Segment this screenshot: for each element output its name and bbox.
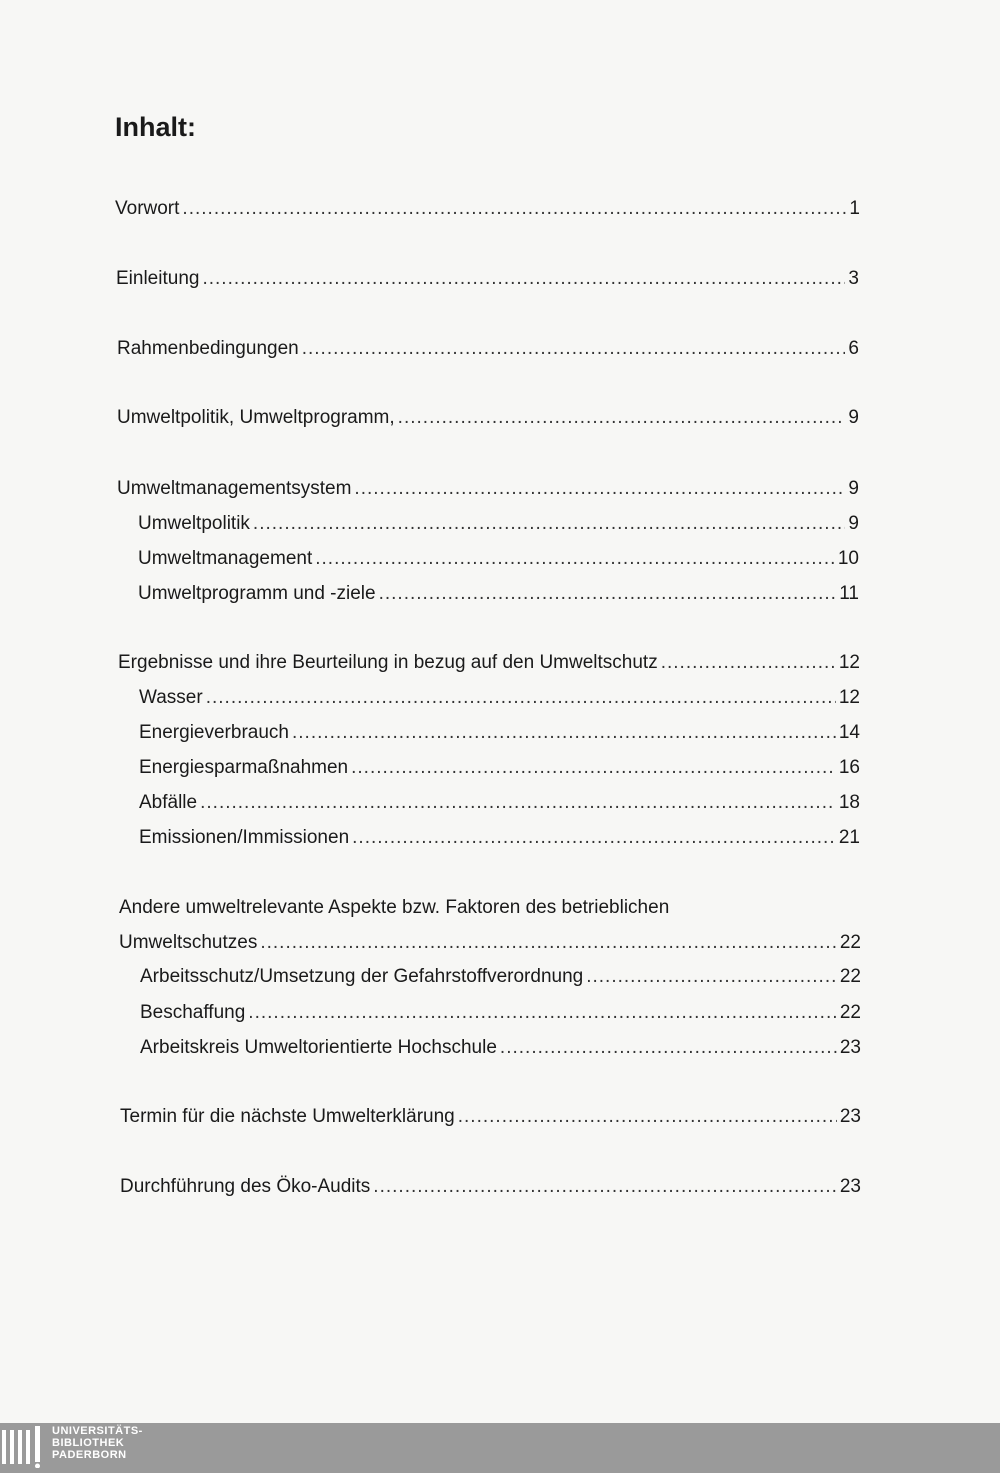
- toc-page-number: 9: [848, 407, 859, 428]
- toc-subentry-abfaelle[interactable]: [139, 791, 860, 815]
- toc-label: Umweltmanagementsystem: [117, 478, 352, 499]
- toc-label: Rahmenbedingungen: [117, 338, 299, 359]
- logo-line: PADERBORN: [52, 1449, 127, 1461]
- toc-subentry-wasser[interactable]: [139, 686, 860, 710]
- toc-label: Umweltpolitik: [138, 513, 250, 534]
- dot-leader: [458, 1105, 837, 1129]
- toc-entry-termin[interactable]: [120, 1105, 861, 1129]
- toc-label: Umweltmanagement: [138, 548, 313, 569]
- toc-page-number: 18: [838, 792, 860, 813]
- toc-subentry-beschaffung[interactable]: [140, 1001, 861, 1025]
- dot-leader: [315, 547, 835, 571]
- dot-leader: [351, 756, 836, 780]
- toc-label: Umweltprogramm und -ziele: [138, 583, 376, 604]
- toc-entry-rahmenbedingungen[interactable]: [117, 337, 859, 361]
- dot-leader: [292, 721, 836, 745]
- dot-leader: [398, 406, 846, 430]
- toc-label: Arbeitsschutz/Umsetzung der Gefahrstoffverordnung: [140, 966, 584, 987]
- toc-page-number: 1: [849, 198, 860, 219]
- toc-subentry-energieverbrauch[interactable]: [139, 721, 860, 745]
- toc-page-number: 14: [838, 722, 860, 743]
- library-bars-icon: [2, 1426, 46, 1468]
- toc-label: Energieverbrauch: [139, 722, 289, 743]
- toc-entry-andere-aspekte[interactable]: [119, 931, 861, 955]
- toc-entry-einleitung[interactable]: [116, 267, 859, 291]
- library-footer-band: [0, 1423, 1000, 1473]
- toc-page-number: 16: [838, 757, 860, 778]
- dot-leader: [500, 1036, 837, 1060]
- toc-label: Wasser: [139, 687, 203, 708]
- dot-leader: [260, 931, 837, 955]
- dot-leader: [200, 791, 836, 815]
- logo-line: BIBLIOTHEK: [52, 1437, 125, 1449]
- toc-subentry-umweltpolitik[interactable]: [138, 512, 859, 536]
- toc-entry-vorwort[interactable]: [115, 197, 860, 221]
- dot-leader: [352, 826, 836, 850]
- toc-page-number: 9: [848, 478, 859, 499]
- toc-label: Emissionen/Immissionen: [139, 827, 350, 848]
- dot-leader: [248, 1001, 837, 1025]
- toc-subentry-umweltprogramm-ziele[interactable]: [138, 582, 859, 606]
- toc-page-number: 23: [839, 1106, 861, 1127]
- toc-entry-umweltmanagementsystem[interactable]: [117, 477, 859, 501]
- page-title: Inhalt:: [115, 112, 196, 142]
- toc-page-number: 22: [839, 932, 861, 953]
- dot-leader: [661, 651, 836, 675]
- logo-line: UNIVERSITÄTS-: [52, 1425, 143, 1437]
- toc-subentry-umweltmanagement[interactable]: [138, 547, 859, 571]
- toc-label: Beschaffung: [140, 1002, 246, 1023]
- toc-subentry-arbeitskreis[interactable]: [140, 1036, 861, 1060]
- toc-page-number: 22: [839, 966, 861, 987]
- dot-leader: [354, 477, 845, 501]
- dot-leader: [202, 267, 845, 291]
- toc-page-number: 9: [848, 513, 859, 534]
- dot-leader: [379, 582, 837, 606]
- toc-subentry-energiesparmassnahmen[interactable]: [139, 756, 860, 780]
- toc-page-number: 3: [848, 268, 859, 289]
- dot-leader: [182, 197, 846, 221]
- toc-label: Vorwort: [115, 198, 180, 219]
- toc-label: Durchführung des Öko-Audits: [120, 1176, 371, 1197]
- toc-entry-ergebnisse[interactable]: [118, 651, 860, 675]
- dot-leader: [586, 965, 837, 989]
- dot-leader: [373, 1175, 837, 1199]
- toc-page-number: 11: [839, 583, 859, 604]
- dot-leader: [253, 512, 846, 536]
- toc-subentry-arbeitsschutz[interactable]: [140, 965, 861, 989]
- toc-page-number: 12: [838, 652, 860, 673]
- library-logo-text: [52, 1425, 143, 1461]
- toc-label: Umweltpolitik, Umweltprogramm,: [117, 407, 395, 428]
- toc-subentry-emissionen[interactable]: [139, 826, 860, 850]
- toc-label: Energiesparmaßnahmen: [139, 757, 349, 778]
- toc-page-number: 21: [838, 827, 860, 848]
- toc-page-number: 12: [838, 687, 860, 708]
- toc-page-number: 23: [839, 1176, 861, 1197]
- toc-entry-andere-line1[interactable]: Andere umweltrelevante Aspekte bzw. Faktoren des betrieblichen: [119, 897, 670, 918]
- toc-label: Abfälle: [139, 792, 198, 813]
- toc-label: Einleitung: [116, 268, 200, 289]
- toc-entry-umweltpolitik-programm[interactable]: [117, 406, 859, 430]
- toc-entry-durchfuehrung[interactable]: [120, 1175, 861, 1199]
- dot-leader: [302, 337, 846, 361]
- toc-page-number: 6: [848, 338, 859, 359]
- toc-label: Termin für die nächste Umwelterklärung: [120, 1106, 455, 1127]
- toc-page-number: 23: [839, 1037, 861, 1058]
- toc-page-number: 10: [837, 548, 859, 569]
- toc-label: Ergebnisse und ihre Beurteilung in bezug auf den Umweltschutz: [118, 652, 658, 673]
- toc-label: Arbeitskreis Umweltorientierte Hochschule: [140, 1037, 497, 1058]
- toc-label: Umweltschutzes: [119, 932, 258, 953]
- toc-page-number: 22: [839, 1002, 861, 1023]
- dot-leader: [206, 686, 836, 710]
